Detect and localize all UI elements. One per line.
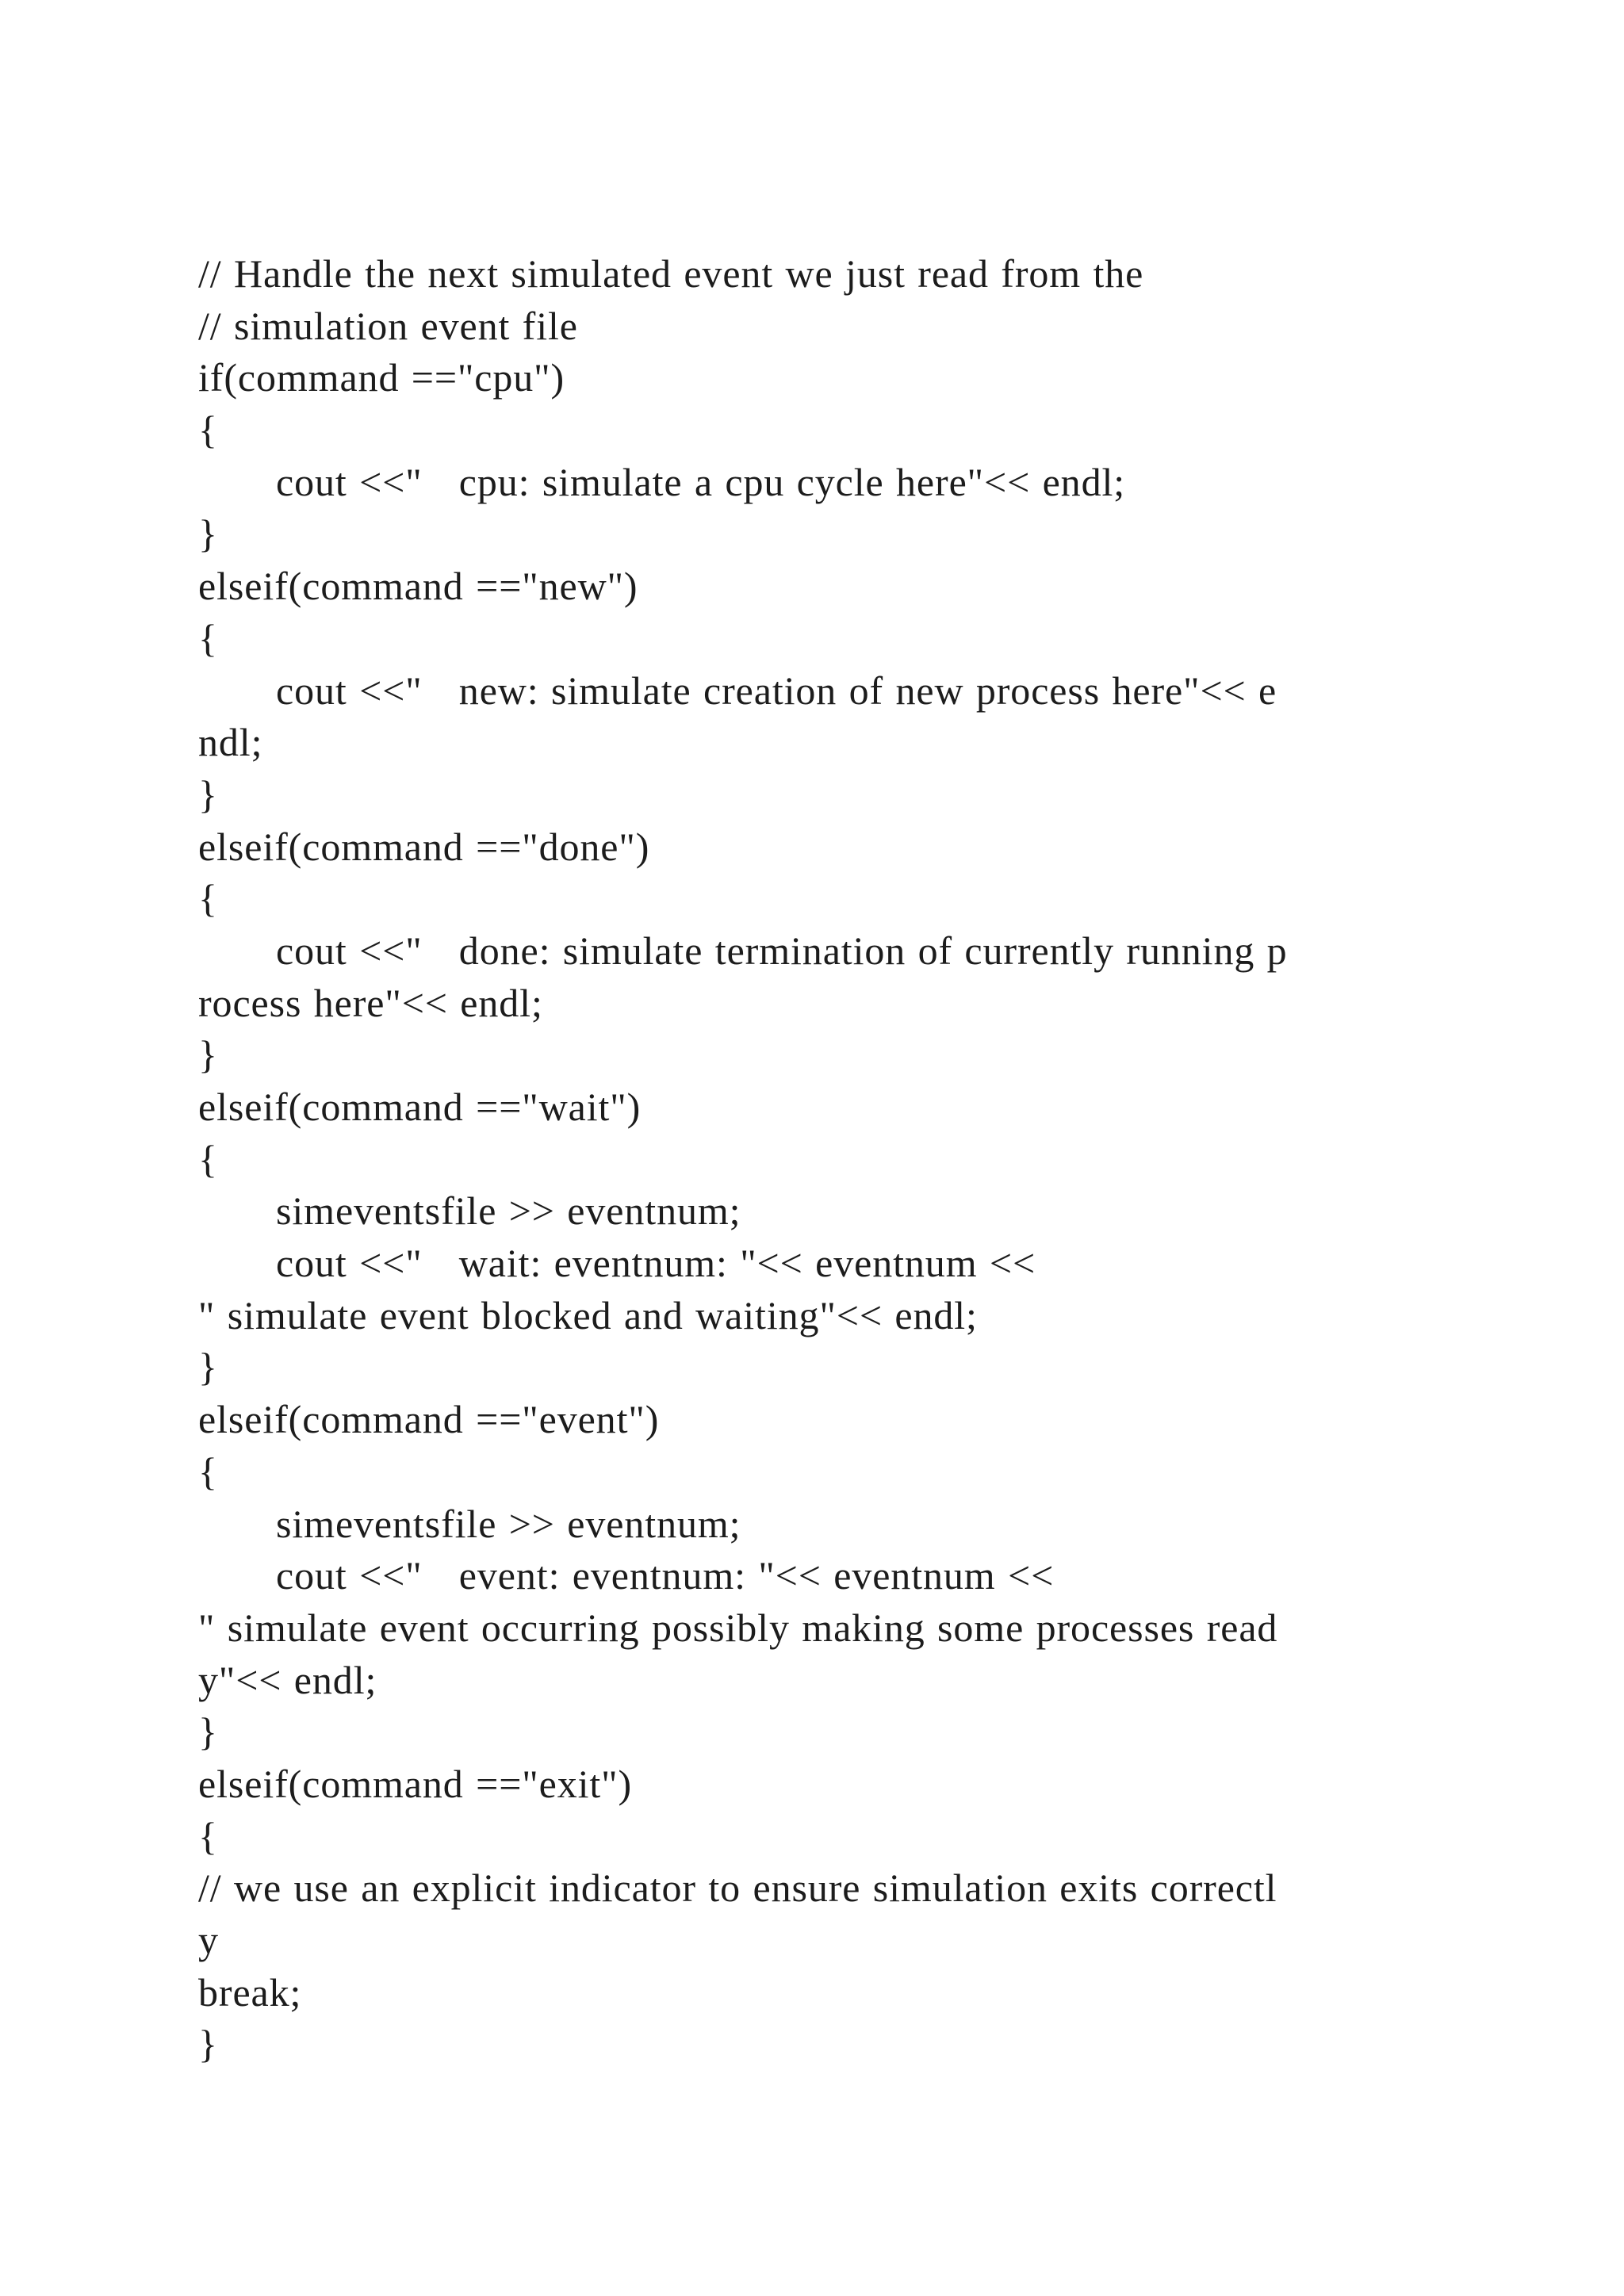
code-line: { <box>198 1448 218 1494</box>
code-line: } <box>198 511 218 557</box>
code-line: } <box>198 2022 218 2067</box>
code-line: { <box>198 408 218 453</box>
code-line: } <box>198 1709 218 1755</box>
code-line: rocess here"<< endl; <box>198 980 543 1025</box>
code-line: elseif(command =="new") <box>198 564 638 609</box>
code-line: " simulate event blocked and waiting"<< endl; <box>198 1292 978 1337</box>
code-line: { <box>198 615 218 660</box>
code-line: ndl; <box>198 720 263 765</box>
code-line: elseif(command =="event") <box>198 1397 660 1442</box>
code-line: " simulate event occurring possibly making some processes read <box>198 1605 1278 1650</box>
code-line: cout <<" done: simulate termination of currently running p <box>276 928 1288 973</box>
code-line: cout <<" wait: eventnum: "<< eventnum << <box>276 1241 1036 1286</box>
code-line: if(command =="cpu") <box>198 355 565 400</box>
code-line: // simulation event file <box>198 303 578 348</box>
code-line: { <box>198 1813 218 1858</box>
code-line: // Handle the next simulated event we just read from the <box>198 251 1144 296</box>
code-line: simeventsfile >> eventnum; <box>276 1188 741 1234</box>
code-line: simeventsfile >> eventnum; <box>276 1501 741 1546</box>
code-line: // we use an explicit indicator to ensure simulation exits correctl <box>198 1866 1277 1911</box>
code-line: } <box>198 771 218 817</box>
code-line: cout <<" cpu: simulate a cpu cycle here"<< endl; <box>276 459 1126 504</box>
code-line: y <box>198 1918 219 1962</box>
code-line: elseif(command =="exit") <box>198 1761 633 1806</box>
code-line: elseif(command =="wait") <box>198 1085 642 1129</box>
code-line: y"<< endl; <box>198 1657 377 1702</box>
code-line: } <box>198 1345 218 1390</box>
code-line: { <box>198 876 218 921</box>
code-line: { <box>198 1136 218 1181</box>
code-line: } <box>198 1032 218 1077</box>
code-line: cout <<" event: eventnum: "<< eventnum << <box>276 1553 1055 1598</box>
code-line: break; <box>198 1969 302 2015</box>
code-listing <box>198 248 1546 2071</box>
code-line: cout <<" new: simulate creation of new process here"<< e <box>276 668 1277 713</box>
code-line: elseif(command =="done") <box>198 824 650 869</box>
